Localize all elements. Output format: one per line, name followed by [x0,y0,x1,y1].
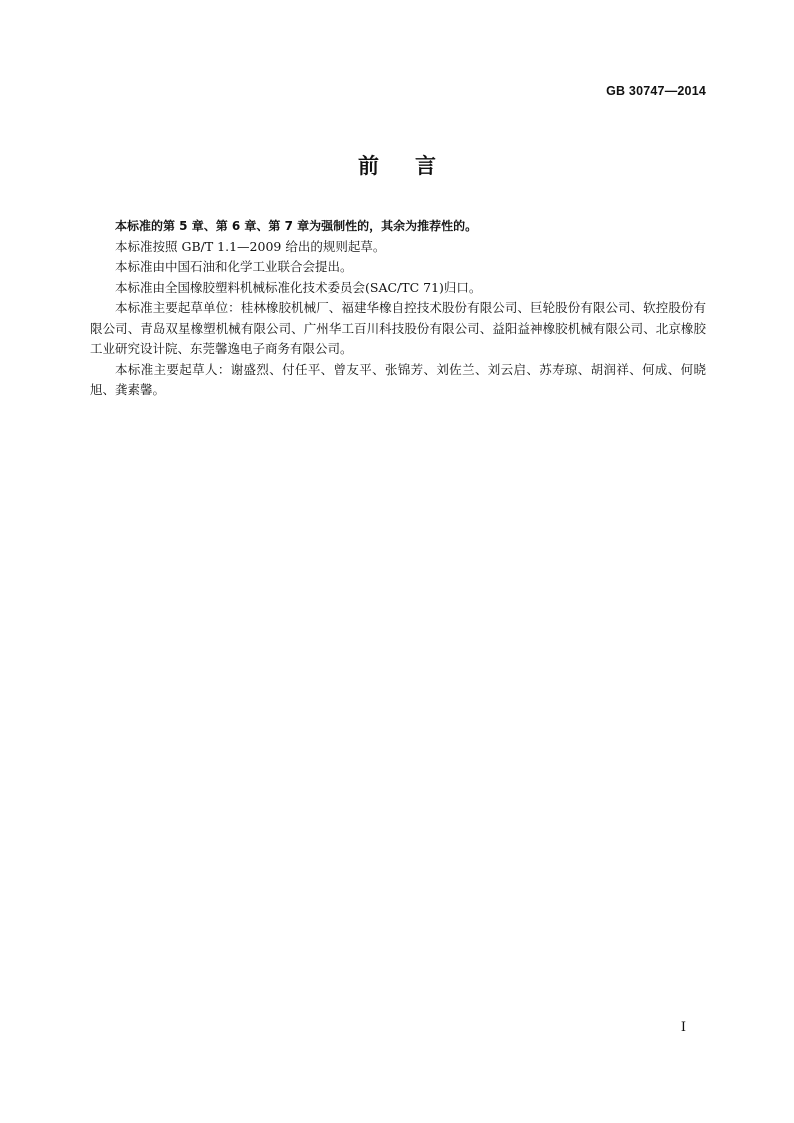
paragraph-drafters: 本标准主要起草人：谢盛烈、付任平、曾友平、张锦芳、刘佐兰、刘云启、苏寿琼、胡润祥、何成、何晓旭、龚素馨。 [90,361,706,397]
paragraph-drafting-units: 本标准主要起草单位：桂林橡胶机械厂、福建华橡自控技术股份有限公司、巨轮股份有限公司、软控股份有限公司、青岛双星橡塑机械有限公司、广州华工百川科技股份有限公司、益阳益神橡胶机械有限公司、北京橡胶工业研究设计院、东莞馨逸电子商务有限公司。 [90,300,706,356]
paragraph-committee: 本标准由全国橡胶塑料机械标准化技术委员会(SAC/TC 71)归口。 [115,279,482,295]
standard-code: GB 30747—2014 [606,84,706,98]
paragraph-proposer: 本标准由中国石油和化学工业联合会提出。 [115,259,353,274]
paragraph-mandatory-clauses: 本标准的第 5 章、第 6 章、第 7 章为强制性的，其余为推荐性的。 [115,219,478,233]
foreword-body [90,216,706,401]
page-title: 前言 [358,154,472,178]
page-number: I [680,1020,686,1035]
paragraph-drafting-rules: 本标准按照 GB/T 1.1—2009 给出的规则起草。 [115,238,386,254]
